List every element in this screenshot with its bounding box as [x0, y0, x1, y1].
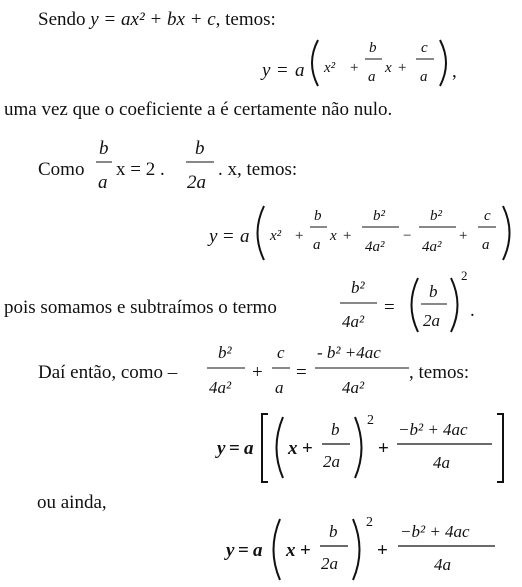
- eq2-frac2-num: b²: [373, 208, 385, 224]
- como-frac2-num: b: [195, 138, 205, 159]
- eq2-x: x: [330, 228, 337, 244]
- eq1-frac2-den: a: [420, 69, 428, 85]
- eq3-exponent: 2: [367, 413, 374, 428]
- eq3-equals: =: [229, 438, 240, 459]
- eq1-x2: x²: [324, 60, 336, 76]
- eq2-frac1-den: a: [313, 237, 321, 253]
- eq1-frac2-num: c: [421, 40, 428, 56]
- eq1-equals: =: [277, 60, 288, 81]
- eq1-x: x: [385, 60, 392, 76]
- eq2-plus1: +: [295, 228, 304, 244]
- eq2-frac3-num: b²: [430, 208, 442, 224]
- termo-text: pois somamos e subtraímos o termo: [4, 297, 277, 318]
- termo-frac-num: b²: [351, 278, 365, 297]
- eq3-plus2: +: [378, 438, 389, 459]
- eq1-plus1: +: [350, 60, 359, 76]
- nonzero-text: uma vez que o coeficiente a é certamente não nulo.: [4, 99, 393, 120]
- eq1-plus2: +: [398, 60, 407, 76]
- eq4-frac1-num: b: [329, 522, 338, 541]
- eq3-frac1-den: 2a: [323, 452, 340, 471]
- intro-suffix: , temos:: [215, 9, 276, 30]
- eq2-minus: −: [403, 228, 412, 244]
- eq4-plus2: +: [377, 540, 388, 561]
- eq3-frac2-num: −b² + 4ac: [398, 420, 468, 439]
- eq2-frac4-den: a: [482, 237, 490, 253]
- eq3-frac2-den: 4a: [433, 453, 450, 472]
- eq3-frac1-num: b: [331, 420, 340, 439]
- dai-prefix: Daí então, como –: [38, 362, 178, 383]
- eq2-x2: x²: [270, 228, 282, 244]
- eq4-frac2-num: −b² + 4ac: [400, 522, 470, 541]
- eq2-a: a: [240, 226, 250, 247]
- eq4-plus1: +: [300, 540, 311, 561]
- eq2-plus3: +: [459, 228, 468, 244]
- eq2-equals: =: [223, 226, 234, 247]
- eq2-frac3-den: 4a²: [422, 239, 442, 255]
- eq4-exponent: 2: [366, 515, 373, 530]
- dai-equals: =: [296, 362, 307, 383]
- intro-equation: y = ax² + bx + c: [90, 9, 216, 30]
- eq4-y: y: [226, 540, 235, 561]
- termo-frac-den: 4a²: [342, 312, 365, 331]
- eq1-frac1-den: a: [368, 69, 376, 85]
- eq2-y: y: [209, 226, 218, 247]
- eq3-x: x: [288, 438, 298, 459]
- dai-frac2-num: c: [277, 343, 285, 362]
- eq2-frac4-num: c: [484, 208, 491, 224]
- ou-ainda-text: ou ainda,: [37, 492, 107, 513]
- intro-prefix: Sendo: [38, 9, 91, 30]
- eq3-y: y: [217, 438, 226, 459]
- como-prefix: Como: [38, 159, 85, 180]
- como-frac1-den: a: [98, 172, 108, 193]
- eq4-frac2-den: 4a: [434, 555, 451, 574]
- eq4-a: a: [253, 540, 263, 561]
- eq1-frac1-num: b: [369, 40, 377, 56]
- eq4-frac1-den: 2a: [321, 554, 338, 573]
- eq3-plus1: +: [302, 438, 313, 459]
- eq1-a: a: [295, 60, 305, 81]
- eq3-a: a: [244, 438, 254, 459]
- dai-frac2-den: a: [275, 378, 284, 397]
- como-frac2-den: 2a: [187, 172, 206, 193]
- termo-equals: =: [384, 297, 395, 318]
- eq2-plus2: +: [343, 228, 352, 244]
- termo-period: .: [470, 300, 475, 321]
- eq4-open-paren: [274, 519, 281, 580]
- dai-frac3-num: - b² +4ac: [317, 343, 381, 362]
- dai-frac3-den: 4a²: [342, 378, 365, 397]
- como-middle: x = 2 .: [116, 159, 165, 180]
- dai-suffix: , temos:: [409, 362, 470, 383]
- eq4-equals: =: [238, 540, 249, 561]
- eq2-frac2-den: 4a²: [365, 239, 385, 255]
- eq4-x: x: [286, 540, 296, 561]
- dai-plus: +: [252, 362, 263, 383]
- eq1-y: y: [262, 60, 271, 81]
- termo-exponent: 2: [461, 268, 468, 283]
- como-suffix: . x, temos:: [218, 159, 298, 180]
- dai-frac1-den: 4a²: [209, 378, 232, 397]
- eq1-comma: ,: [452, 61, 457, 82]
- termo-inner-den: 2a: [423, 311, 440, 330]
- termo-inner-num: b: [429, 282, 438, 301]
- dai-frac1-num: b²: [218, 343, 232, 362]
- eq4-close-paren: [353, 519, 360, 580]
- eq2-frac1-num: b: [314, 208, 322, 224]
- como-frac1-num: b: [99, 138, 109, 159]
